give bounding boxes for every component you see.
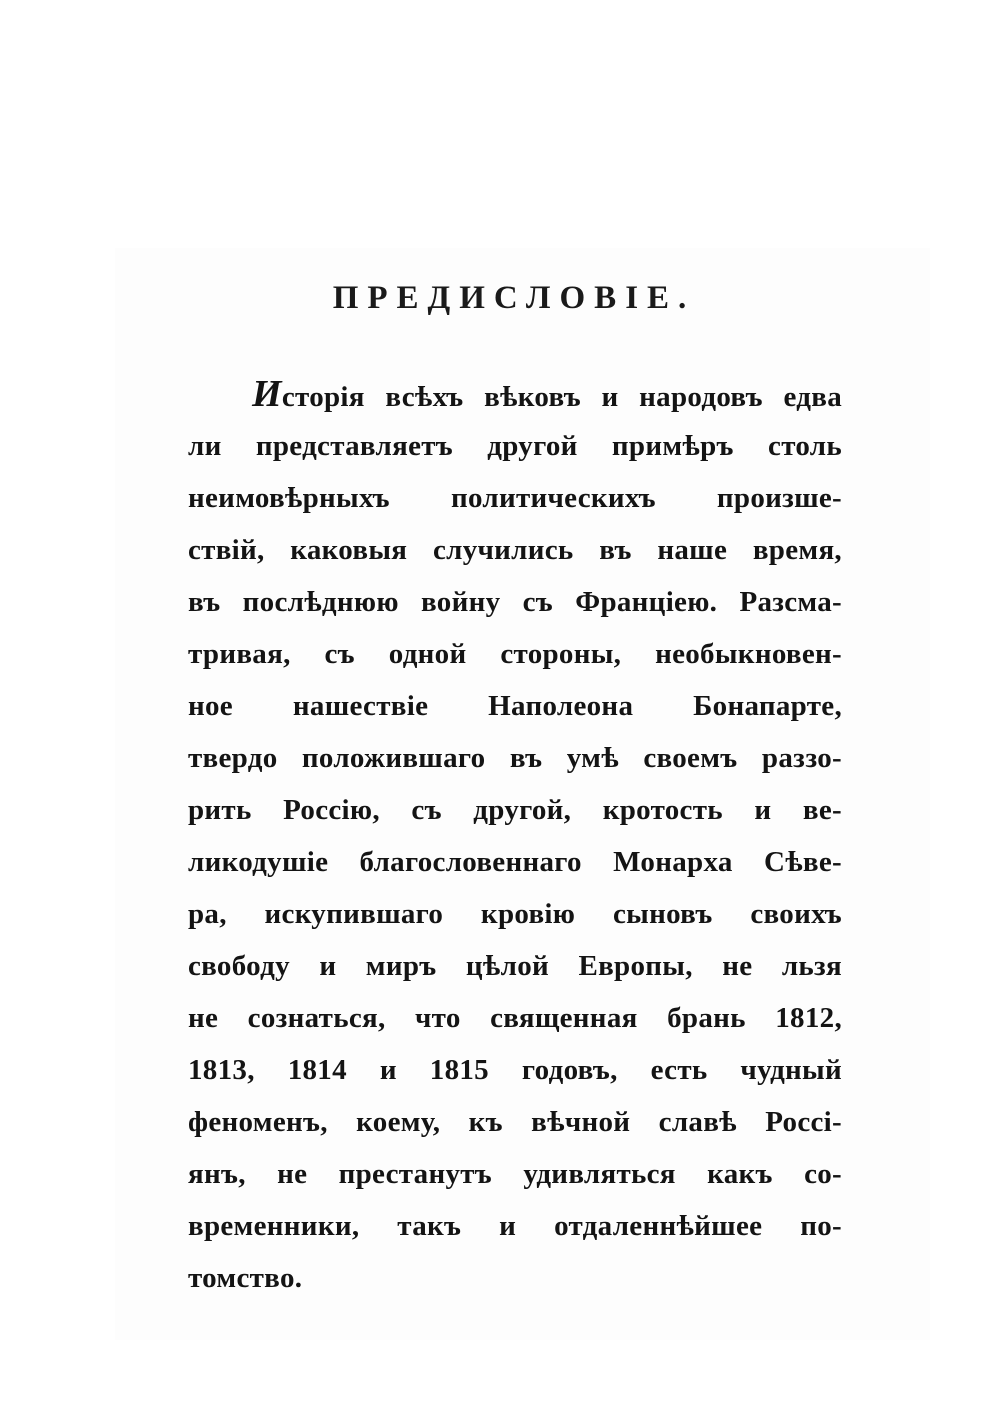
paragraph-line: ное нашествіе Наполеона Бонапарте, [188,690,842,722]
page-title: ПРЕДИСЛОВІЕ. [332,280,696,316]
paragraph-line: томство. [188,1262,303,1294]
paragraph-line [252,372,842,416]
paragraph-line: ликодушіе благословеннаго Монарха Сѣве- [188,846,842,878]
paragraph-line: свободу и миръ цѣлой Европы, не льзя [188,950,842,982]
paragraph-line: твердо положившаго въ умѣ своемъ раззо- [188,742,842,774]
paragraph-line: ли представляетъ другой примѣръ столь [188,430,842,462]
paragraph-line: тривая, съ одной стороны, необыкновен- [188,638,842,670]
paragraph-line: въ послѣднюю войну съ Франціею. Разсма- [188,586,842,618]
paragraph-line: ра, искупившаго кровію сыновъ своихъ [188,898,842,930]
paragraph-line: янъ, не престанутъ удивляться какъ со- [188,1158,842,1190]
paragraph-line: рить Россію, съ другой, кротость и ве- [188,794,842,826]
paragraph-line: 1813, 1814 и 1815 годовъ, есть чудный [188,1054,842,1086]
paragraph-line: ствій, каковыя случились въ наше время, [188,534,842,566]
paragraph-line: не сознаться, что священная брань 1812, [188,1002,842,1034]
drop-initial: И [252,373,282,415]
paragraph-line: феноменъ, коему, къ вѣчной славѣ Россі- [188,1106,842,1138]
line-text: сторія всѣхъ вѣковъ и народовъ едва [281,381,842,413]
paragraph-line: неимовѣрныхъ политическихъ произше- [188,482,842,514]
paragraph-line: временники, такъ и отдаленнѣйшее по- [188,1210,842,1242]
